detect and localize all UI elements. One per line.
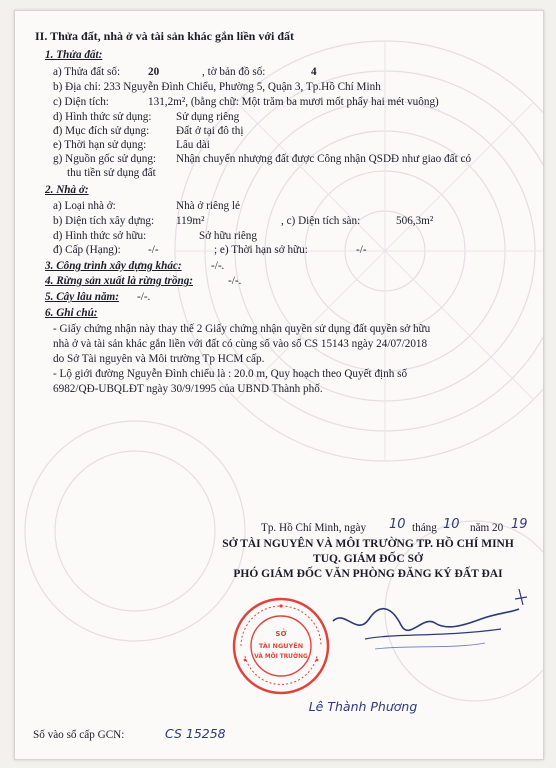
signing-date-prefix: Tp. Hồ Chí Minh, ngày	[261, 522, 367, 534]
seal-line-3: VÀ MÔI TRƯỜNG	[254, 654, 308, 660]
signing-year-suffix: 19	[511, 517, 528, 532]
house-term-label: ; e) Thời hạn sở hữu:	[214, 244, 308, 256]
other-works-value: -/-.	[211, 260, 225, 272]
signer-position: PHÓ GIÁM ĐỐC VĂN PHÒNG ĐĂNG KÝ ĐẤT ĐAI	[233, 568, 503, 580]
land-origin-value-cont: thu tiền sử dụng đất	[67, 167, 156, 179]
house-type-value: Nhà ở riêng lẻ	[176, 200, 241, 212]
signing-month: 10	[443, 517, 460, 532]
house-heading: 2. Nhà ở:	[45, 184, 89, 196]
section-title: II. Thửa đất, nhà ở và tài sản khác gắn liền với đất	[35, 29, 295, 43]
seal-line-1: SỞ	[275, 630, 287, 638]
land-parcel-label: a) Thửa đất số:	[53, 66, 121, 78]
note-line: nhà ở và tài sản khác gắn liền với đất có cùng số vào sổ CS 15143 ngày 24/07/2018	[53, 338, 428, 350]
forest-value: -/-.	[228, 275, 242, 287]
forest-heading: 4. Rừng sản xuất là rừng trồng:	[45, 275, 194, 287]
note-line: do Sở Tài nguyên và Môi trường Tp HCM cấp.	[53, 353, 265, 365]
note-line: - Giấy chứng nhận này thay thế 2 Giấy chứng nhận quyền sử dụng đất quyền sở hữu	[53, 323, 431, 335]
land-sheet-number: 4	[311, 66, 317, 78]
land-origin-value: Nhận chuyển nhượng đất được Công nhận QSDĐ như giao đất có	[176, 153, 472, 165]
house-ownership-label: d) Hình thức sở hữu:	[53, 230, 147, 242]
certificate-page	[14, 10, 544, 760]
house-build-area-label: b) Diện tích xây dựng:	[53, 215, 155, 227]
signing-day: 10	[389, 517, 406, 532]
house-floor-area-value: 506,3m²	[396, 215, 434, 227]
land-origin-label: g) Nguồn gốc sử dụng:	[53, 153, 157, 165]
signing-year-label: năm 20	[470, 522, 504, 534]
land-term-value: Lâu dài	[176, 139, 210, 151]
note-line: 6982/QĐ-UBQLĐT ngày 30/9/1995 của UBND Thành phố.	[53, 383, 323, 395]
registry-number: CS 15258	[165, 726, 226, 741]
house-term-value: -/-	[356, 244, 367, 256]
house-grade-value: -/-	[148, 244, 159, 256]
house-build-area-value: 119m²	[176, 215, 205, 227]
house-grade-label: đ) Cấp (Hạng):	[53, 244, 121, 256]
handwritten-signature	[305, 579, 535, 659]
land-parcel-number: 20	[148, 66, 160, 78]
land-purpose-value: Đất ở tại đô thị	[176, 125, 244, 137]
perennial-heading: 5. Cây lâu năm:	[45, 291, 119, 303]
land-term-label: e) Thời hạn sử dụng:	[53, 139, 147, 151]
tuq-line: TUQ. GIÁM ĐỐC SỞ	[313, 553, 423, 565]
land-heading: 1. Thửa đất:	[45, 49, 103, 61]
land-sheet-label: , tờ bản đồ số:	[202, 66, 266, 78]
other-works-heading: 3. Công trình xây dựng khác:	[45, 260, 182, 272]
official-seal-icon	[231, 596, 331, 696]
notes-heading: 6. Ghi chú:	[45, 307, 98, 319]
house-ownership-value: Sở hữu riêng	[199, 230, 257, 242]
land-area-value: 131,2m², (bằng chữ: Một trăm ba mươi mốt phẩy hai mét vuông)	[148, 96, 439, 108]
land-purpose-label: đ) Mục đích sử dụng:	[53, 125, 150, 137]
seal-line-2: TÀI NGUYÊN	[258, 642, 304, 650]
authority-name: SỞ TÀI NGUYÊN VÀ MÔI TRƯỜNG TP. HỒ CHÍ MINH	[222, 538, 514, 550]
signer-name: Lê Thành Phương	[308, 699, 418, 714]
signing-month-label: tháng	[412, 522, 437, 534]
land-usage-form-label: d) Hình thức sử dụng:	[53, 111, 152, 123]
registry-label: Số vào sổ cấp GCN:	[33, 729, 125, 741]
land-address: b) Địa chỉ: 233 Nguyễn Đình Chiểu, Phường 5, Quận 3, Tp.Hồ Chí Minh	[53, 81, 381, 93]
house-type-label: a) Loại nhà ở:	[53, 200, 116, 212]
house-floor-area-label: , c) Diện tích sàn:	[281, 215, 361, 227]
land-usage-form-value: Sử dụng riêng	[176, 111, 240, 123]
land-area-label: c) Diện tích:	[53, 96, 109, 108]
note-line: - Lộ giới đường Nguyễn Đình chiểu là : 20.0 m, Quy hoạch theo Quyết định số	[53, 368, 408, 380]
perennial-value: -/-.	[137, 291, 151, 303]
